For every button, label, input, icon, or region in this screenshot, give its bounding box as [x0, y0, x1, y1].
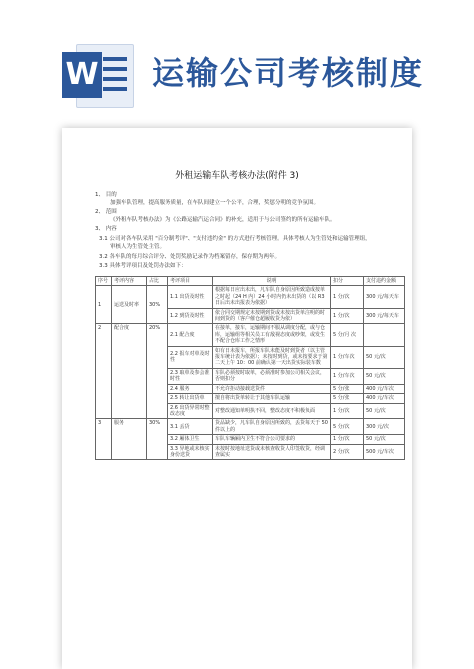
table-cell: 1 分/车次 — [331, 368, 364, 384]
table-cell: 5 分/月 次 — [331, 324, 364, 346]
table-cell: 1 分/车次 — [331, 346, 364, 368]
table-cell: 运送及时率 — [112, 286, 147, 324]
header-cell: 支付违约金额 — [364, 277, 405, 286]
table-cell: 依合同交期规定未按期到货或未按出货单注明的时间到货的（客户催仓超履收货为依） — [213, 308, 331, 324]
table-cell: 2.2 报车对单及时性 — [168, 346, 213, 368]
table-cell: 1 分/次 — [331, 308, 364, 324]
table-cell: 500 元/车次 — [364, 444, 405, 460]
table-cell: 300 元/每天车 — [364, 308, 405, 324]
table-cell: 货品缺少，凡车队自身原因所致的，丢货每天于 50 件以上的 — [213, 419, 331, 435]
table-row — [96, 324, 405, 346]
table-cell: 3.1 丢货 — [168, 419, 213, 435]
header-cell: 考评项目 — [168, 277, 213, 286]
table-cell: 1 分/次 — [331, 403, 364, 419]
table-cell: 根据每日应出未出，凡车队自身原因所致造成按单之时起（24 H 内）24 小时内仍未出货的（以 R3 日后出未出报表为依据） — [213, 286, 331, 308]
table-cell: 车队必须按时取单，必须准时参加公司相关会议，否则扣分 — [213, 368, 331, 384]
table-cell: 3.3 异地或未核实身份送货 — [168, 444, 213, 460]
clause-3-2: 3.2 各车队的每月综合评分、处罚奖励记录作为档案留存，保存期为两年。 — [99, 254, 280, 260]
section-content-heading: 3、 内容 — [95, 226, 117, 232]
table-cell: 300 元/次 — [364, 419, 405, 435]
table-cell — [364, 324, 405, 346]
table-cell: 400 元/车次 — [364, 394, 405, 403]
table-cell: 未按时按地址送货或未核查收货人印签收货，经调查属实 — [213, 444, 331, 460]
table-cell: 1 — [96, 286, 112, 324]
table-cell: 2.1 配合度 — [168, 324, 213, 346]
table-cell: 50 元/次 — [364, 435, 405, 444]
table-cell: 2.3 取单及参会准时性 — [168, 368, 213, 384]
section-scope-text: 《外租车队考核办法》为《公路运输汽运合同》的补充，适用于与公司签约的所有运输车队。 — [110, 217, 336, 223]
banner-title: 运输公司考核制度 — [152, 54, 425, 92]
header-cell: 说明 — [213, 277, 331, 286]
table-cell: 2.5 转让出货单 — [168, 394, 213, 403]
word-document-icon — [62, 44, 132, 106]
header-cell: 考评内容 — [112, 277, 147, 286]
table-cell: 1 分/次 — [331, 435, 364, 444]
table-cell: 1.1 出货及时性 — [168, 286, 213, 308]
header-cell: 扣分 — [331, 277, 364, 286]
table-cell: 服务 — [112, 419, 147, 460]
table-cell: 5 分/次 — [331, 419, 364, 435]
assessment-table — [95, 276, 405, 460]
table-cell: 30% — [147, 419, 168, 460]
table-cell: 5 分/张 — [331, 384, 364, 393]
table-cell: 在接单，接车，运输期间不服从调度分配，或与仓库，运输组等相关员工有敌视态度或吵架，或发生不配合仓库工作之情形 — [213, 324, 331, 346]
table-cell: 50 元/次 — [364, 368, 405, 384]
table-cell: 50 元/次 — [364, 346, 405, 368]
section-purpose-heading: 1、 目的 — [95, 192, 117, 198]
table-row — [96, 286, 405, 308]
table-cell: 20% — [147, 324, 168, 419]
document-page — [62, 128, 412, 669]
table-cell: 对整改通知单明执不回，整改态度不积极负面 — [213, 403, 331, 419]
document-title: 外租运输车队考核办法(附件 3) — [175, 171, 299, 181]
table-cell: 2 分/次 — [331, 444, 364, 460]
table-cell: 1.2 到货及时性 — [168, 308, 213, 324]
table-cell: 30% — [147, 286, 168, 324]
section-scope-heading: 2、 范围 — [95, 209, 117, 215]
table-cell: 2.4 服务 — [168, 384, 213, 393]
header-cell: 序号 — [96, 277, 112, 286]
table-cell: 400 元/车次 — [364, 384, 405, 393]
table-cell: 3 — [96, 419, 112, 460]
table-cell: 如有日未报车，所报车队未能及时到货者（以主管报车统计表为依据）；未按时到货，或未按要求于第二天上午 10：00 前确认第一天出货实际装车数 — [213, 346, 331, 368]
table-cell: 2.6 出货异常时整改态度 — [168, 403, 213, 419]
section-purpose-text: 加强车队管理，提高服务质量，在车队间建立一个公平，合理，奖惩分明的竞争氛围。 — [110, 200, 320, 206]
header-cell: 占比 — [147, 277, 168, 286]
clause-3-1-cont: 审核人为生管处主管。 — [110, 244, 166, 250]
table-header-row — [96, 277, 405, 286]
table-cell: 配合度 — [112, 324, 147, 419]
table-cell: 1 分/次 — [331, 286, 364, 308]
table-cell: 50 元/次 — [364, 403, 405, 419]
table-cell: 2 — [96, 324, 112, 419]
table-cell: 车队车辆厢内卫生不符合公司要求的 — [213, 435, 331, 444]
word-logo: W — [62, 52, 102, 98]
table-cell: 300 元/每天车 — [364, 286, 405, 308]
clause-3-1: 3.1 公司对各车队采用 "百分制考评"、"支付违约金" 的方式进行考核管理。具体考核人为生管处和运输管理组， — [99, 236, 371, 242]
table-row — [96, 419, 405, 435]
table-cell: 5 分/张 — [331, 394, 364, 403]
table-cell: 不允许拒动接载送货件 — [213, 384, 331, 393]
table-cell: 擅自将出货单转让于其他车队运输 — [213, 394, 331, 403]
clause-3-3: 3.3 具体考评项目及处罚办法如下： — [99, 263, 187, 269]
banner — [0, 0, 474, 118]
table-cell: 3.2 厢体卫生 — [168, 435, 213, 444]
